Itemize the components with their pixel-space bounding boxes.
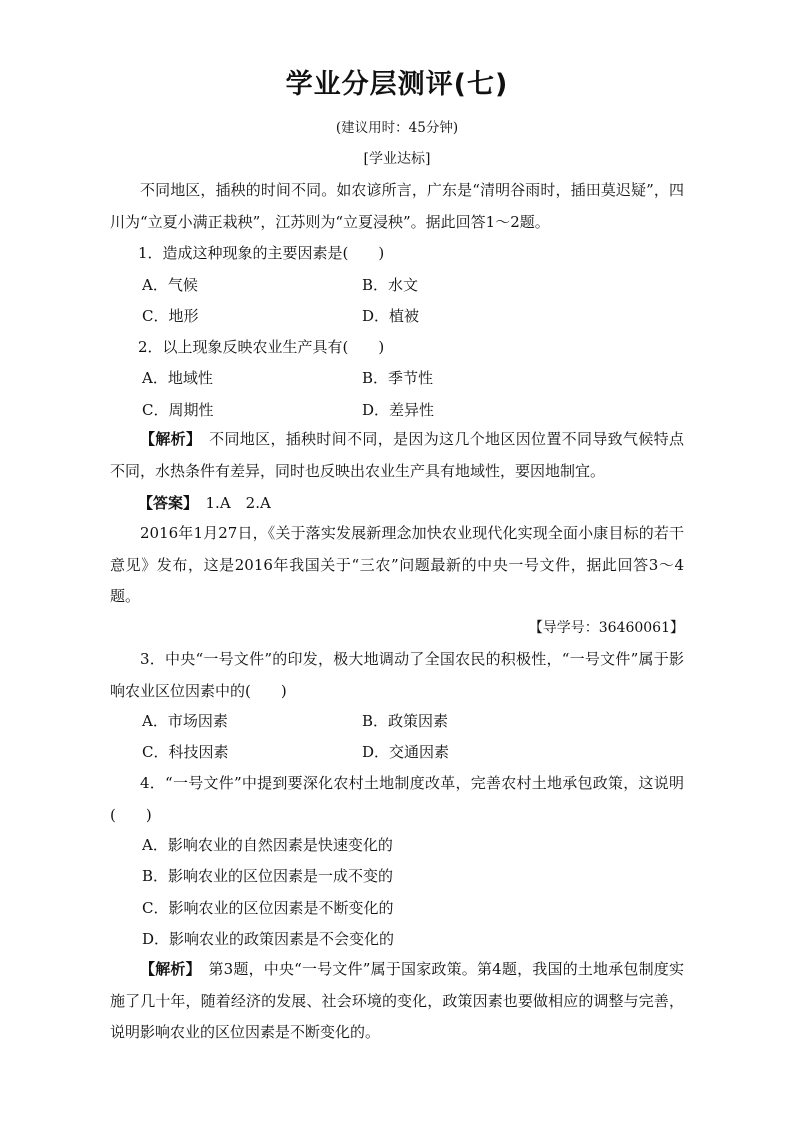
question-4-option-c: C．影响农业的区位因素是不断变化的 bbox=[142, 899, 394, 917]
question-2-option-d: D．差异性 bbox=[362, 401, 435, 419]
analysis-1 bbox=[110, 424, 684, 487]
question-2-stem: 2．以上现象反映农业生产具有( ) bbox=[138, 338, 385, 356]
passage-2: 2016年1月27日，《关于落实发展新理念加快农业现代化实现全面小康目标的若干意见》发布，这是2016年我国关于“三农”问题最新的中央一号文件，据此回答3～4题。 bbox=[110, 524, 684, 605]
question-3-stem: 3．中央“一号文件”的印发，极大地调动了全国农民的积极性，“一号文件”属于影响农业区位因素中的( ) bbox=[110, 650, 684, 700]
question-2-option-b: B．季节性 bbox=[362, 369, 434, 387]
question-1-option-a: A．气候 bbox=[142, 276, 198, 294]
question-3-option-c: C．科技因素 bbox=[142, 743, 229, 761]
question-3-option-b: B．政策因素 bbox=[362, 712, 449, 730]
analysis-2 bbox=[110, 954, 684, 1049]
question-1-option-c: C．地形 bbox=[142, 307, 199, 325]
passage-1: 不同地区，插秧的时间不同。如农谚所言，广东是“清明谷雨时，插田莫迟疑”，四川为“立夏小满正栽秧”，江苏则为“立夏浸秧”。据此回答1～2题。 bbox=[110, 181, 684, 231]
analysis-1-text: 不同地区，插秧时间不同，是因为这几个地区因位置不同导致气候特点不同，水热条件有差异，同时也反映出农业生产具有地域性，要因地制宜。 bbox=[110, 430, 684, 480]
question-2-option-a: A．地域性 bbox=[142, 369, 213, 387]
question-1-option-d: D．植被 bbox=[362, 307, 420, 325]
question-4-stem: 4．“一号文件”中提到要深化农村土地制度改革，完善农村土地承包政策，这说明( ) bbox=[110, 774, 684, 824]
section-heading: [学业达标] bbox=[363, 151, 431, 167]
question-4-option-b: B．影响农业的区位因素是一成不变的 bbox=[142, 867, 394, 885]
analysis-label: 【解析】 bbox=[140, 960, 194, 978]
question-4-option-d: D．影响农业的政策因素是不会变化的 bbox=[142, 930, 395, 948]
answer-label: 【答案】 bbox=[138, 494, 191, 512]
time-note: (建议用时：45分钟) bbox=[335, 120, 459, 136]
question-4-option-a: A．影响农业的自然因素是快速变化的 bbox=[142, 836, 393, 854]
question-1-option-b: B．水文 bbox=[362, 276, 419, 294]
question-3-option-a: A．市场因素 bbox=[142, 712, 228, 730]
guide-number: 【导学号：36460061】 bbox=[528, 620, 684, 636]
question-3-option-d: D．交通因素 bbox=[362, 743, 450, 761]
analysis-label: 【解析】 bbox=[140, 430, 194, 448]
answer-1 bbox=[138, 493, 271, 513]
analysis-2-text: 第3题，中央“一号文件”属于国家政策。第4题，我国的土地承包制度实施了几十年，随着经济的发展、社会环境的变化，政策因素也要做相应的调整与完善，说明影响农业的区位因素是不断变化的。 bbox=[110, 960, 684, 1041]
question-2-option-c: C．周期性 bbox=[142, 401, 214, 419]
page-title: 学业分层测评(七) bbox=[285, 69, 509, 100]
answer-1-text: 1.A 2.A bbox=[190, 494, 271, 512]
question-1-stem: 1．造成这种现象的主要因素是( ) bbox=[138, 244, 385, 262]
